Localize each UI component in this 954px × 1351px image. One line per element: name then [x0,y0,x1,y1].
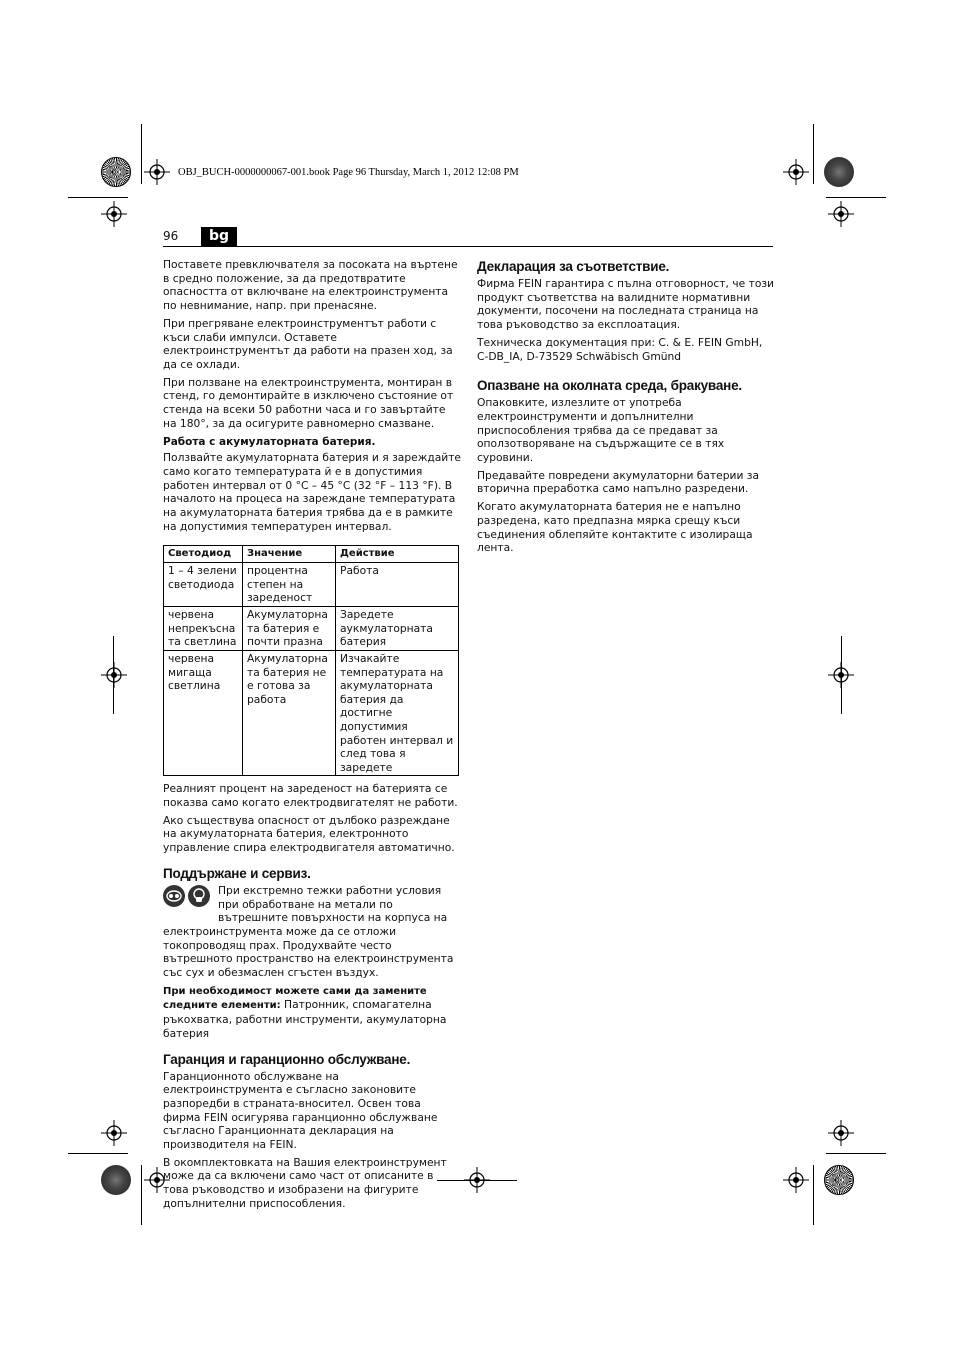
breathing-mask-icon [188,885,210,907]
section-heading: Опазване на околната среда, бракуване. [477,378,742,394]
paragraph: Опаковките, излезлите от употреба електроинструменти и допълнителни приспособления трябва да се предават за оползотворяване на съдържащите се в тях суровини. [477,396,725,465]
table-header: Значение [243,546,336,563]
crop-mark [813,1165,814,1225]
paragraph [163,984,461,1041]
crop-mark [826,197,886,198]
table-cell: Акумулаторна та батерия не е готова за работа [243,650,336,775]
registration-mark-icon [783,159,809,185]
table-row [164,562,459,606]
table-cell: червена мигаща светлина [164,650,243,775]
paragraph: Поставете превключвателя за посоката на въртене в средно положение, за да предотвратите опасността от включване на електроинструмента по невнимание, напр. при пренасяне. [163,258,458,313]
crop-mark [826,1153,886,1154]
section-heading: Декларация за съответствие. [477,259,670,274]
registration-mark-icon [464,1167,490,1193]
left-column [163,258,461,1215]
table-row [164,606,459,650]
crop-mark [141,124,142,184]
table-row [164,650,459,775]
paragraph: Ползвайте акумулаторната батерия и я зареждайте само когато температурата й е в допустимия работен интервал от 0 °C – 45 °C (32 °F – 113 °F). В началото на процеса на зареждане температурата на акумулаторната батерия трябва да е в рамките на допустимия температурен интервал. [163,451,462,533]
paragraph: При екстремно тежки работни условия при обработване на метали по вътрешните повърхности на корпуса на [218,883,448,925]
registration-mark-icon [828,662,854,688]
paragraph: Реалният процент на зареденост на батерията се показва само когато електродвигателят не работи. [163,782,458,809]
page-number: 96 [163,229,179,243]
paragraph: електроинструмента може да се отложи токопроводящ прах. Продухвайте често вътрешното пространство на електроинструмента със сух и обезмаслен сгъстен въздух. [163,924,454,980]
paragraph: Ако съществува опасност от дълбоко разреждане на акумулаторната батерия, електронното управление спира електродвигателя автоматично. [163,813,455,855]
table-cell: Изчакайте температурата на акумулаторната батерия да достигне допустимия работен интервал и след това я заредете [336,650,459,775]
section-heading: Гаранция и гаранционно обслужване. [163,1051,411,1067]
warning-icons [163,885,213,911]
color-rose-icon [824,157,854,187]
color-rose-icon [824,1165,854,1195]
paragraph: Предавайте повредени акумулаторни батерии за вторична преработка само напълно разредени. [477,468,760,496]
color-rose-icon [101,1165,131,1195]
registration-mark-icon [144,159,170,185]
led-status-table [163,545,459,776]
table-cell: червена непрекъсна та светлина [164,606,243,650]
right-column [477,258,775,559]
table-header-row [164,546,459,563]
registration-mark-icon [783,1167,809,1193]
table-cell: Работа [336,562,459,606]
registration-mark-icon [828,1120,854,1146]
registration-mark-icon [101,662,127,688]
paragraph: Гаранционното обслужване на електроинструмента е съгласно законовите разпоредби в страната-вносител. Освен това фирма FEIN осигурява гаранционно обслужване съгласно Гаранционната декларация на производителя на FEIN. [163,1069,438,1152]
header-rule [163,246,773,247]
color-rose-icon [101,157,131,187]
text: Патронник, спомагателна ръкохватка, работни инструменти, акумулаторна батерия [163,998,447,1040]
paragraph: При ползване на електроинструмента, монтиран в стенд, го демонтирайте в изключено състояние от стенда на всеки 50 работни часа и го завъртайте на 180°, за да осигурите равномерно смазване. [163,375,454,430]
bold-lead: При необходимост можете сами да замените следните елементи: [163,985,427,1012]
paragraph: Фирма FEIN гарантира с пълна отговорност, че този продукт съответства на валидните нормативни документи, посочени на последната страница на това ръководство за експлоатация. [477,277,774,332]
table-cell: процентна степен на зареденост [243,562,336,606]
table-cell: Акумулаторна та батерия е почти празна [243,606,336,650]
crop-mark [813,124,814,184]
crop-mark [141,1165,142,1225]
service-warning [163,884,461,925]
table-cell: 1 – 4 зелени светодиода [164,562,243,606]
crop-mark [68,1153,128,1154]
paragraph: В окомплектовката на Вашия електроинструмент може да са включени само част от описаните в това ръководство и изобразени на фигурите допълнителни приспособления. [163,1155,447,1210]
language-tab: bg [201,227,237,246]
registration-mark-icon [101,201,127,227]
section-heading: Поддържане и сервиз. [163,865,311,881]
paragraph: Техническа документация при: C. & E. FEIN GmbH, C-DB_IA, D-73529 Schwäbisch Gmünd [477,335,763,363]
registration-mark-icon [828,201,854,227]
book-header: OBJ_BUCH-0000000067-001.book Page 96 Thursday, March 1, 2012 12:08 PM [178,167,519,178]
crop-mark [68,197,128,198]
table-header: Действие [336,546,459,563]
section-subheading: Работа с акумулаторната батерия. [163,436,376,449]
registration-mark-icon [101,1120,127,1146]
paragraph: При прегряване електроинструментът работи с къси слаби импулси. Оставете електроинструментът да работи на празен ход, за да се охлади. [163,316,453,371]
paragraph: Когато акумулаторната батерия не е напълно разредена, като предпазна мярка срещу къси съединения облепяйте контактите с изолираща лента. [477,500,753,555]
table-cell: Заредете аукмулаторната батерия [336,606,459,650]
eye-protection-icon [163,885,185,907]
table-header: Светодиод [164,546,243,563]
